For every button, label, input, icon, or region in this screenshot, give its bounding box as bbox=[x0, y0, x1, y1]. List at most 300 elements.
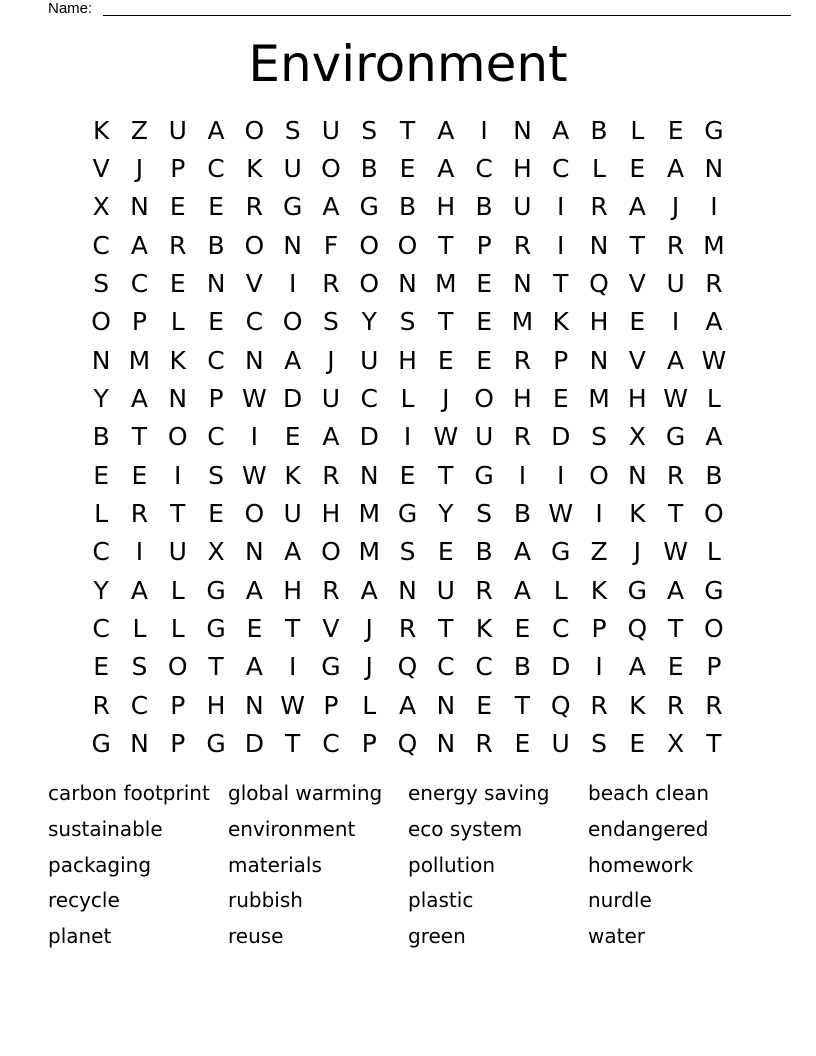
grid-letter: R bbox=[322, 269, 340, 299]
grid-letter: R bbox=[169, 230, 187, 260]
grid-letter: J bbox=[442, 384, 450, 414]
grid-letter: K bbox=[169, 345, 186, 375]
grid-letter: L bbox=[94, 499, 109, 529]
grid-letter: G bbox=[206, 614, 226, 644]
grid-letter: A bbox=[130, 384, 148, 414]
grid-letter: K bbox=[475, 614, 493, 644]
grid-letter: O bbox=[474, 384, 494, 414]
grid-letter: Q bbox=[627, 614, 648, 644]
grid-letter: K bbox=[629, 690, 646, 720]
grid-letter: R bbox=[475, 575, 493, 605]
grid-letter: G bbox=[474, 460, 494, 490]
word-list-item: homework bbox=[588, 852, 694, 877]
grid-letter: R bbox=[92, 690, 110, 720]
grid-letter: J bbox=[671, 192, 680, 222]
grid-letter: A bbox=[130, 575, 148, 605]
grid-letter: I bbox=[671, 307, 680, 337]
grid-letter: W bbox=[663, 537, 688, 567]
grid-letter: X bbox=[92, 192, 110, 222]
grid-letter: W bbox=[433, 422, 459, 452]
grid-letter: E bbox=[437, 537, 454, 567]
grid-letter: I bbox=[288, 652, 297, 682]
grid-letter: V bbox=[628, 345, 646, 375]
grid-letter: I bbox=[557, 460, 565, 490]
grid-letter: R bbox=[513, 422, 532, 452]
grid-letter: A bbox=[667, 154, 685, 184]
grid-letter: W bbox=[241, 384, 267, 414]
grid-letter: N bbox=[244, 537, 264, 567]
grid-letter: A bbox=[705, 307, 723, 337]
grid-letter: T bbox=[131, 422, 148, 452]
grid-letter: X bbox=[628, 422, 646, 452]
grid-letter: L bbox=[592, 154, 606, 184]
grid-letter: E bbox=[514, 614, 531, 644]
grid-letter: T bbox=[667, 499, 684, 529]
grid-letter: C bbox=[475, 154, 493, 184]
name-underline bbox=[103, 15, 791, 16]
grid-letter: C bbox=[245, 307, 264, 337]
grid-letter: W bbox=[280, 690, 305, 720]
grid-letter: N bbox=[244, 345, 264, 375]
grid-letter: M bbox=[703, 230, 725, 260]
grid-letter: P bbox=[361, 729, 377, 759]
grid-letter: A bbox=[437, 154, 455, 184]
grid-letter: O bbox=[704, 614, 724, 644]
grid-letter: M bbox=[128, 345, 151, 375]
grid-letter: E bbox=[208, 499, 224, 529]
grid-letter: L bbox=[553, 575, 568, 605]
grid-letter: C bbox=[207, 345, 225, 375]
grid-letter: G bbox=[321, 652, 341, 682]
grid-letter: I bbox=[403, 422, 412, 452]
grid-letter: A bbox=[360, 575, 378, 605]
grid-letter: N bbox=[130, 192, 149, 222]
grid-letter: L bbox=[630, 115, 645, 145]
word-list-item: planet bbox=[48, 924, 112, 949]
grid-letter: E bbox=[629, 154, 646, 184]
grid-letter: X bbox=[667, 729, 685, 759]
grid-letter: R bbox=[398, 614, 417, 644]
grid-letter: M bbox=[358, 499, 381, 529]
grid-letter: R bbox=[322, 575, 340, 605]
grid-letter: J bbox=[633, 537, 641, 567]
grid-letter: N bbox=[91, 345, 111, 375]
grid-letter: U bbox=[321, 384, 341, 414]
grid-letter: P bbox=[706, 652, 722, 682]
grid-letter: R bbox=[666, 690, 685, 720]
grid-letter: B bbox=[705, 460, 723, 490]
grid-letter: N bbox=[398, 269, 417, 299]
grid-letter: H bbox=[321, 499, 341, 529]
grid-letter: I bbox=[595, 499, 603, 529]
letter-grid bbox=[82, 111, 733, 763]
grid-letter: C bbox=[130, 269, 149, 299]
grid-letter: B bbox=[513, 652, 531, 682]
grid-letter: Y bbox=[438, 499, 454, 529]
grid-letter: P bbox=[553, 345, 569, 375]
grid-letter: L bbox=[170, 307, 185, 337]
grid-letter: A bbox=[667, 345, 685, 375]
grid-letter: D bbox=[244, 729, 264, 759]
grid-letter: C bbox=[360, 384, 378, 414]
grid-letter: A bbox=[322, 422, 340, 452]
grid-letter: S bbox=[399, 537, 416, 567]
grid-letter: G bbox=[397, 499, 418, 529]
grid-letter: B bbox=[360, 154, 378, 184]
grid-letter: N bbox=[704, 154, 724, 184]
grid-letter: O bbox=[704, 499, 724, 529]
grid-letter: R bbox=[513, 345, 532, 375]
grid-letter: N bbox=[283, 230, 302, 260]
grid-letter: C bbox=[130, 690, 149, 720]
grid-letter: U bbox=[474, 422, 494, 452]
grid-letter: P bbox=[170, 729, 186, 759]
grid-letter: G bbox=[206, 729, 226, 759]
grid-letter: K bbox=[552, 307, 569, 337]
word-list-item: environment bbox=[228, 816, 356, 841]
grid-letter: V bbox=[92, 154, 110, 184]
grid-letter: G bbox=[551, 537, 571, 567]
grid-letter: X bbox=[207, 537, 225, 567]
grid-letter: U bbox=[551, 729, 570, 759]
word-list-item: eco system bbox=[408, 816, 523, 841]
grid-letter: V bbox=[628, 269, 646, 299]
grid-letter: U bbox=[168, 115, 187, 145]
grid-letter: I bbox=[174, 460, 182, 490]
grid-letter: S bbox=[591, 422, 607, 452]
grid-letter: E bbox=[93, 460, 110, 490]
grid-letter: T bbox=[629, 230, 645, 260]
grid-letter: Y bbox=[93, 384, 109, 414]
grid-letter: I bbox=[518, 460, 527, 490]
grid-letter: B bbox=[398, 192, 417, 222]
grid-letter: E bbox=[476, 345, 493, 375]
grid-letter: S bbox=[93, 269, 110, 299]
grid-letter: L bbox=[170, 575, 185, 605]
word-list-item: carbon footprint bbox=[48, 781, 210, 805]
grid-letter: I bbox=[557, 230, 565, 260]
grid-letter: N bbox=[436, 729, 456, 759]
grid-letter: V bbox=[322, 614, 340, 644]
grid-letter: P bbox=[591, 614, 607, 644]
grid-letter: E bbox=[284, 422, 301, 452]
grid-letter: U bbox=[513, 192, 532, 222]
grid-letter: N bbox=[130, 729, 149, 759]
word-list-item: materials bbox=[228, 852, 322, 877]
grid-letter: N bbox=[206, 269, 226, 299]
grid-letter: C bbox=[92, 614, 110, 644]
grid-letter: O bbox=[244, 230, 265, 260]
grid-letter: I bbox=[710, 192, 718, 222]
grid-letter: N bbox=[627, 460, 647, 490]
grid-letter: B bbox=[475, 192, 493, 222]
grid-letter: T bbox=[438, 460, 454, 490]
page-title: Environment bbox=[248, 35, 568, 93]
grid-letter: L bbox=[400, 384, 415, 414]
grid-letter: H bbox=[589, 307, 609, 337]
grid-letter: K bbox=[92, 115, 110, 145]
grid-letter: G bbox=[282, 192, 303, 222]
grid-letter: S bbox=[591, 729, 607, 759]
grid-letter: P bbox=[170, 154, 186, 184]
grid-letter: L bbox=[362, 690, 377, 720]
grid-letter: C bbox=[92, 230, 110, 260]
grid-letter: P bbox=[323, 690, 339, 720]
grid-letter: P bbox=[170, 690, 186, 720]
grid-letter: E bbox=[629, 729, 646, 759]
grid-letter: S bbox=[399, 307, 416, 337]
grid-letter: R bbox=[130, 499, 149, 529]
grid-letter: E bbox=[552, 384, 569, 414]
grid-letter: A bbox=[398, 690, 417, 720]
grid-letter: M bbox=[511, 307, 534, 337]
grid-letter: E bbox=[476, 307, 493, 337]
grid-letter: O bbox=[91, 307, 111, 337]
word-list bbox=[48, 776, 768, 955]
grid-letter: H bbox=[513, 154, 532, 184]
grid-letter: C bbox=[207, 154, 225, 184]
grid-letter: J bbox=[365, 652, 373, 682]
grid-letter: W bbox=[241, 460, 267, 490]
grid-letter: B bbox=[92, 422, 110, 452]
grid-letter: R bbox=[705, 690, 723, 720]
grid-letter: Z bbox=[130, 115, 149, 145]
word-list-item: pollution bbox=[408, 852, 496, 877]
grid-letter: O bbox=[244, 499, 265, 529]
grid-letter: H bbox=[398, 345, 417, 375]
name-label: Name: bbox=[48, 0, 93, 17]
grid-letter: F bbox=[323, 230, 339, 260]
grid-letter: E bbox=[131, 460, 148, 490]
grid-letter: T bbox=[284, 729, 301, 759]
word-list-item: rubbish bbox=[228, 888, 303, 913]
grid-letter: U bbox=[666, 269, 685, 299]
grid-letter: H bbox=[436, 192, 456, 222]
grid-letter: I bbox=[480, 115, 488, 145]
grid-letter: E bbox=[399, 460, 416, 490]
grid-letter: R bbox=[666, 460, 685, 490]
grid-letter: E bbox=[208, 192, 224, 222]
grid-letter: T bbox=[208, 652, 224, 682]
grid-letter: K bbox=[246, 154, 263, 184]
word-list-item: endangered bbox=[588, 816, 709, 841]
word-list-item: packaging bbox=[48, 852, 152, 877]
grid-letter: Q bbox=[589, 269, 609, 299]
grid-letter: O bbox=[167, 422, 188, 452]
grid-letter: R bbox=[590, 192, 608, 222]
grid-letter: G bbox=[91, 729, 111, 759]
grid-letter: E bbox=[208, 307, 224, 337]
grid-letter: N bbox=[244, 690, 264, 720]
grid-letter: A bbox=[628, 192, 646, 222]
grid-letter: A bbox=[284, 537, 302, 567]
grid-letter: N bbox=[359, 460, 379, 490]
word-list-item: water bbox=[588, 924, 645, 949]
grid-letter: G bbox=[704, 115, 724, 145]
grid-letter: R bbox=[590, 690, 608, 720]
name-field bbox=[48, 0, 748, 20]
grid-letter: T bbox=[553, 269, 569, 299]
grid-letter: L bbox=[132, 614, 147, 644]
grid-letter: U bbox=[283, 154, 302, 184]
grid-letter: C bbox=[437, 652, 455, 682]
grid-letter: H bbox=[283, 575, 303, 605]
grid-letter: R bbox=[245, 192, 264, 222]
word-list-item: green bbox=[408, 924, 466, 949]
grid-letter: R bbox=[475, 729, 493, 759]
grid-letter: P bbox=[131, 307, 147, 337]
grid-letter: T bbox=[399, 115, 416, 145]
grid-letter: E bbox=[246, 614, 263, 644]
word-list-item: global warming bbox=[228, 781, 383, 805]
grid-letter: I bbox=[135, 537, 144, 567]
grid-letter: T bbox=[667, 614, 684, 644]
grid-letter: W bbox=[701, 345, 727, 375]
grid-letter: G bbox=[704, 575, 724, 605]
grid-letter: D bbox=[551, 422, 571, 452]
grid-letter: S bbox=[208, 460, 224, 490]
grid-letter: E bbox=[169, 269, 186, 299]
grid-letter: A bbox=[628, 652, 646, 682]
grid-letter: C bbox=[475, 652, 493, 682]
grid-letter: Q bbox=[550, 690, 571, 720]
grid-letter: Y bbox=[361, 307, 377, 337]
grid-letter: L bbox=[706, 384, 721, 414]
grid-letter: I bbox=[595, 652, 603, 682]
grid-letter: N bbox=[589, 345, 609, 375]
grid-letter: U bbox=[360, 345, 379, 375]
grid-letter: I bbox=[557, 192, 565, 222]
grid-letter: N bbox=[398, 575, 417, 605]
grid-letter: P bbox=[476, 230, 492, 260]
grid-letter: I bbox=[288, 269, 297, 299]
grid-letter: A bbox=[552, 115, 570, 145]
word-list-item: sustainable bbox=[48, 816, 163, 841]
grid-letter: R bbox=[513, 230, 532, 260]
grid-letter: S bbox=[284, 115, 301, 145]
grid-letter: A bbox=[130, 230, 148, 260]
grid-letter: A bbox=[207, 115, 225, 145]
grid-letter: H bbox=[513, 384, 532, 414]
grid-letter: O bbox=[589, 460, 609, 490]
grid-letter: K bbox=[590, 575, 608, 605]
grid-letter: G bbox=[359, 192, 379, 222]
grid-letter: V bbox=[245, 269, 263, 299]
grid-letter: M bbox=[588, 384, 610, 414]
grid-letter: A bbox=[437, 115, 455, 145]
grid-letter: J bbox=[365, 614, 373, 644]
grid-letter: N bbox=[513, 115, 532, 145]
grid-letter: R bbox=[666, 230, 685, 260]
grid-letter: N bbox=[436, 690, 456, 720]
grid-letter: U bbox=[436, 575, 455, 605]
grid-letter: U bbox=[321, 115, 341, 145]
grid-letter: N bbox=[168, 384, 188, 414]
grid-letter: R bbox=[705, 269, 723, 299]
grid-letter: A bbox=[705, 422, 723, 452]
grid-letter: K bbox=[284, 460, 301, 490]
grid-letter: S bbox=[476, 499, 493, 529]
grid-letter: Q bbox=[397, 652, 418, 682]
grid-letter: G bbox=[627, 575, 647, 605]
grid-letter: S bbox=[322, 307, 339, 337]
grid-letter: T bbox=[438, 614, 454, 644]
grid-letter: O bbox=[282, 307, 303, 337]
grid-letter: N bbox=[513, 269, 532, 299]
grid-letter: A bbox=[284, 345, 302, 375]
grid-letter: M bbox=[435, 269, 457, 299]
grid-letter: T bbox=[284, 614, 301, 644]
grid-letter: K bbox=[629, 499, 646, 529]
word-list-item: plastic bbox=[408, 888, 474, 913]
grid-letter: C bbox=[551, 614, 570, 644]
grid-letter: L bbox=[170, 614, 185, 644]
grid-letter: Q bbox=[397, 729, 418, 759]
grid-letter: A bbox=[513, 537, 531, 567]
grid-letter: Y bbox=[93, 575, 109, 605]
grid-letter: I bbox=[250, 422, 259, 452]
grid-letter: W bbox=[548, 499, 574, 529]
grid-letter: E bbox=[629, 307, 646, 337]
grid-letter: L bbox=[706, 537, 721, 567]
grid-letter: E bbox=[667, 115, 684, 145]
grid-letter: T bbox=[514, 690, 531, 720]
grid-letter: R bbox=[322, 460, 340, 490]
grid-letter: O bbox=[397, 230, 418, 260]
grid-letter: T bbox=[438, 230, 454, 260]
grid-letter: G bbox=[206, 575, 226, 605]
grid-letter: T bbox=[706, 729, 722, 759]
word-list-item: nurdle bbox=[588, 888, 652, 913]
grid-letter: J bbox=[135, 154, 144, 184]
grid-letter: B bbox=[207, 230, 225, 260]
grid-letter: E bbox=[399, 154, 416, 184]
grid-letter: S bbox=[131, 652, 148, 682]
grid-letter: E bbox=[93, 652, 110, 682]
grid-letter: P bbox=[208, 384, 224, 414]
grid-letter: U bbox=[168, 537, 187, 567]
grid-letter: A bbox=[667, 575, 685, 605]
grid-letter: H bbox=[206, 690, 226, 720]
grid-letter: W bbox=[663, 384, 688, 414]
grid-letter: H bbox=[627, 384, 647, 414]
grid-letter: T bbox=[170, 499, 186, 529]
grid-letter: B bbox=[513, 499, 531, 529]
grid-letter: A bbox=[245, 575, 263, 605]
grid-letter: S bbox=[361, 115, 378, 145]
grid-letter: J bbox=[327, 345, 335, 375]
grid-letter: E bbox=[169, 192, 186, 222]
grid-letter: C bbox=[207, 422, 225, 452]
grid-letter: D bbox=[551, 652, 571, 682]
word-list-item: energy saving bbox=[408, 781, 550, 805]
grid-letter: N bbox=[589, 230, 609, 260]
grid-letter: C bbox=[322, 729, 340, 759]
grid-letter: C bbox=[92, 537, 110, 567]
grid-letter: E bbox=[437, 345, 454, 375]
grid-letter: U bbox=[283, 499, 302, 529]
grid-letter: E bbox=[476, 269, 493, 299]
grid-letter: T bbox=[438, 307, 454, 337]
grid-letter: O bbox=[359, 269, 380, 299]
grid-letter: M bbox=[358, 537, 381, 567]
grid-letter: G bbox=[665, 422, 686, 452]
grid-letter: O bbox=[167, 652, 188, 682]
grid-letter: E bbox=[476, 690, 493, 720]
grid-letter: E bbox=[514, 729, 531, 759]
grid-letter: B bbox=[590, 115, 608, 145]
word-list-item: recycle bbox=[48, 888, 120, 913]
